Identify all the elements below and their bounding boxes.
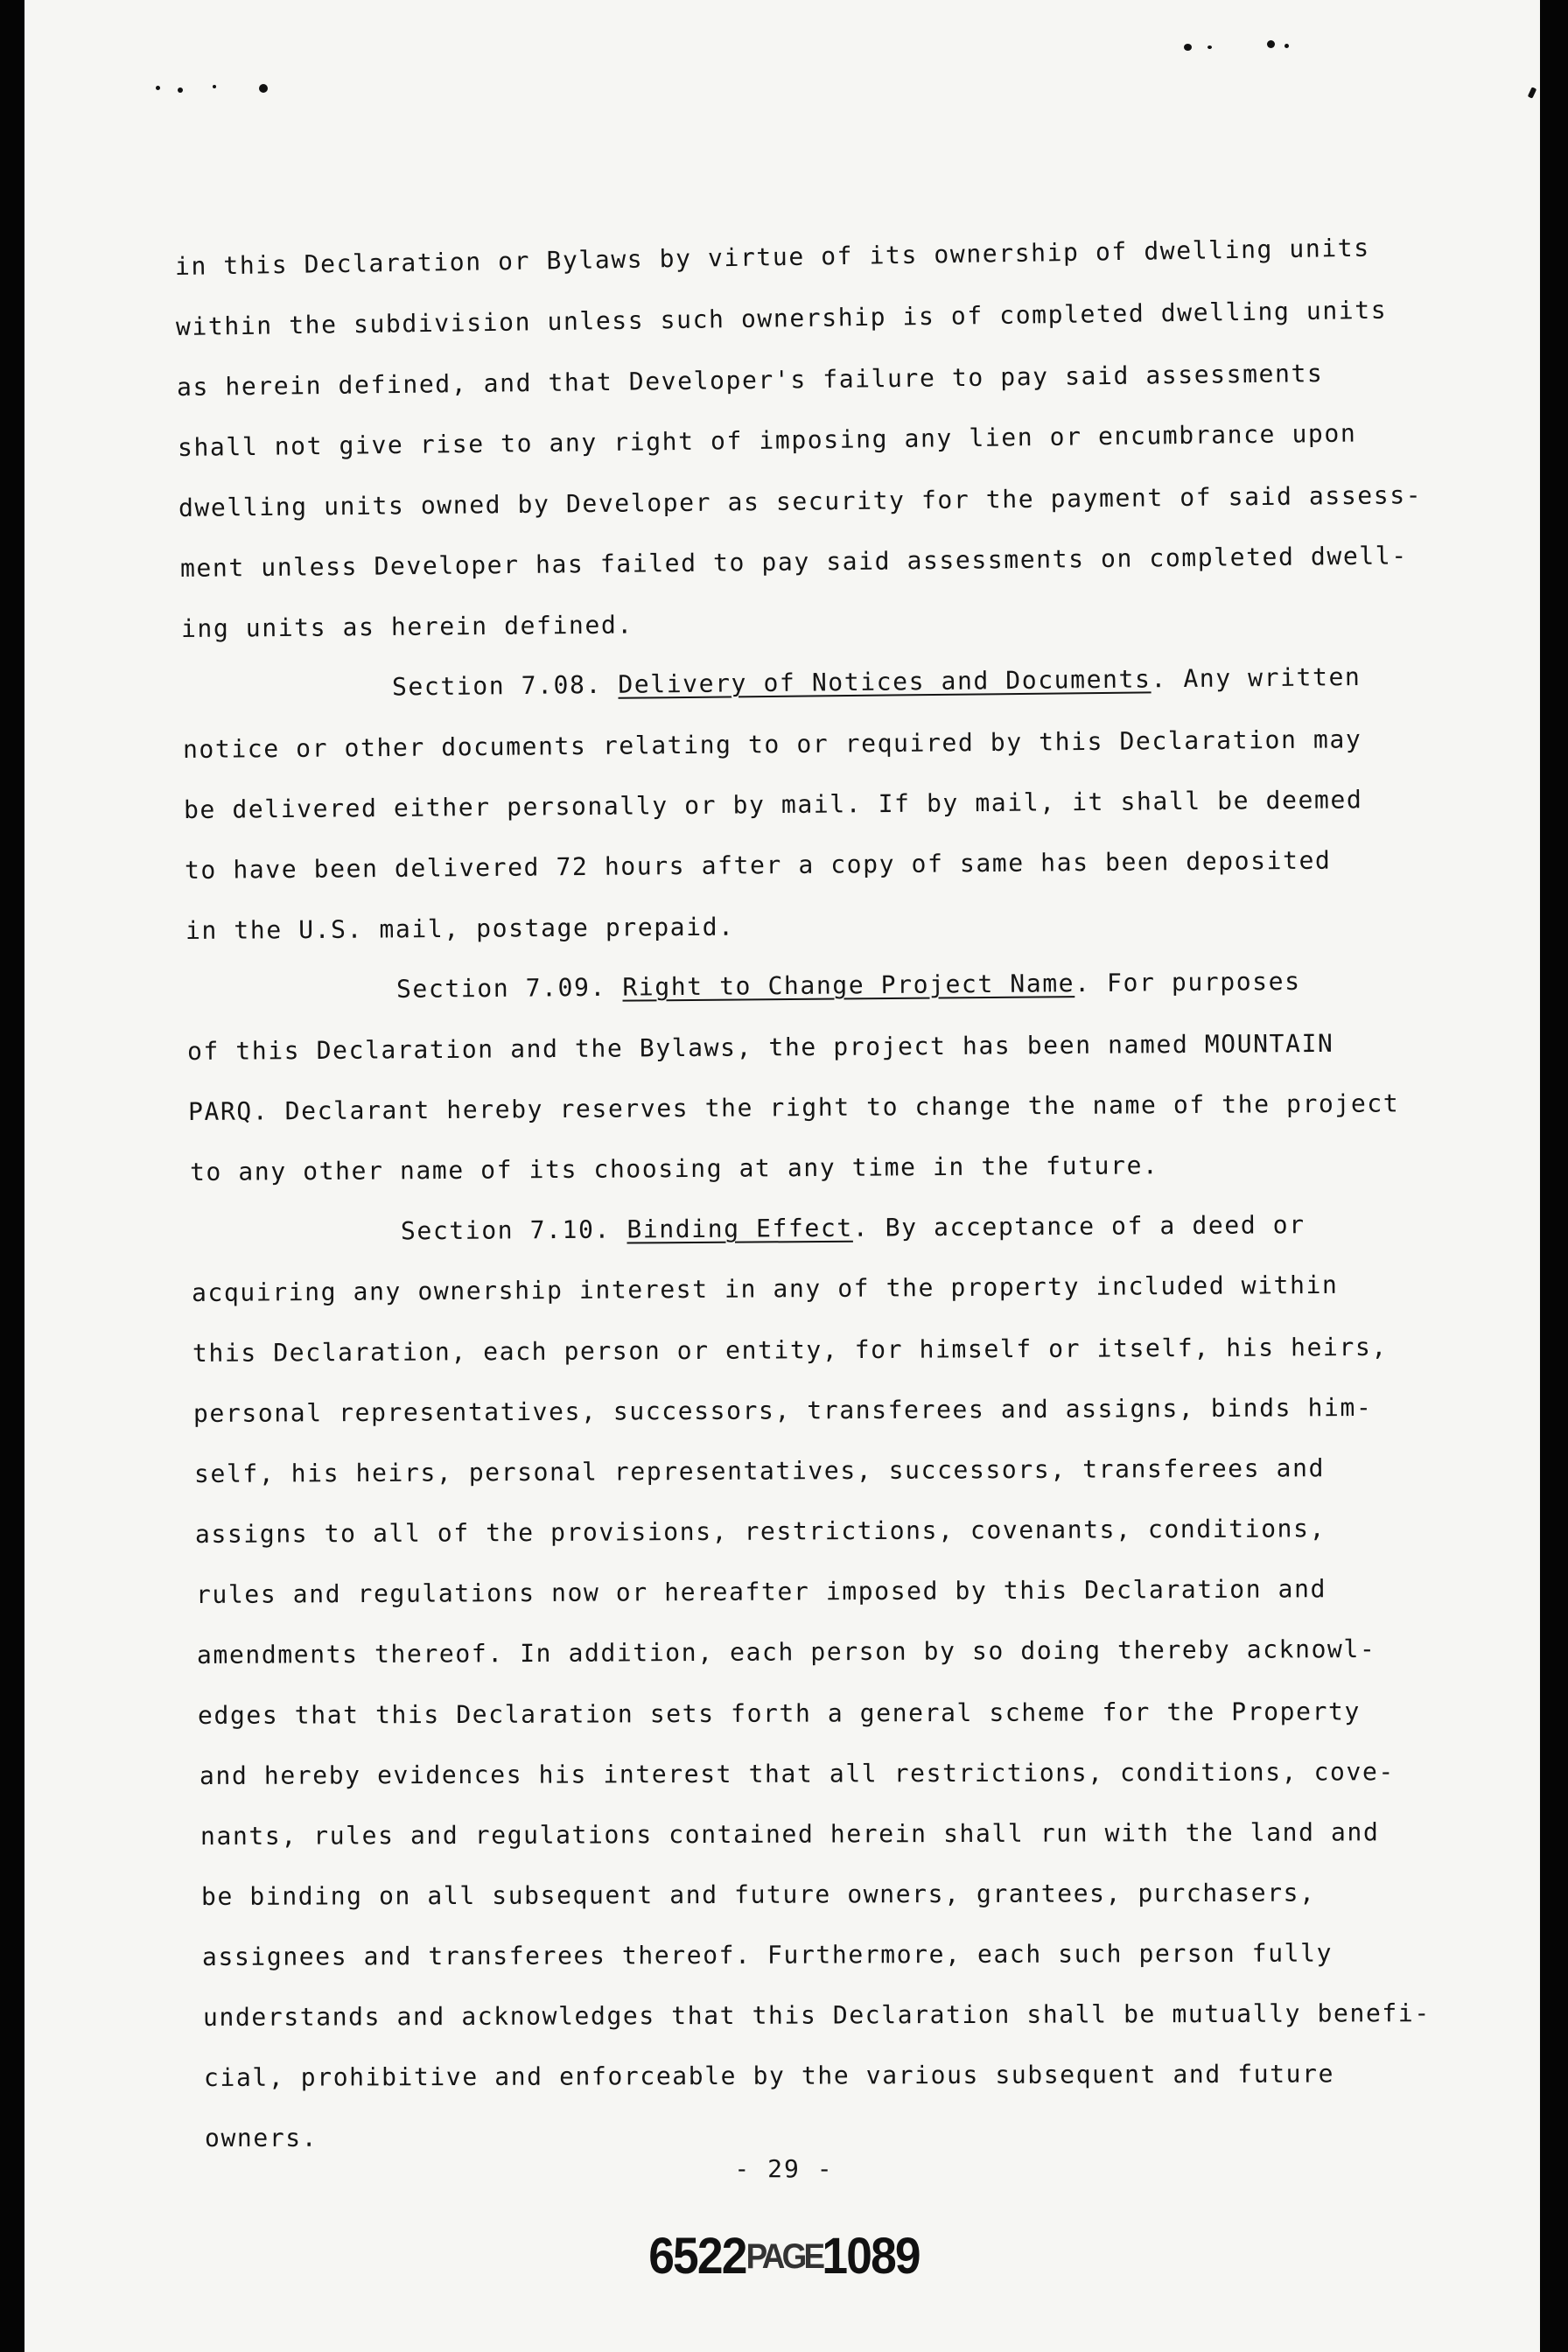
document-body [174, 233, 1431, 2168]
section-number: Section 7.10. [400, 1214, 627, 1246]
section-heading-line [182, 646, 1408, 719]
section-number: Section 7.09. [396, 972, 623, 1004]
body-text-line: this Declaration, each person or entity, for himself or itself, his heirs, [192, 1332, 1388, 1368]
body-text-line: within the subdivision unless such ownership is of completed dwelling units [175, 295, 1388, 341]
body-text-line: owners. [204, 2123, 318, 2152]
body-text-line: ing units as herein defined. [180, 610, 634, 643]
body-text-line: as herein defined, and that Developer's failure to pay said assessments [176, 358, 1324, 402]
section-title: Delivery of Notices and Documents [618, 664, 1152, 699]
body-text-line: self, his heirs, personal representatives, successors, transferees and [193, 1453, 1326, 1488]
scan-speck [178, 88, 183, 93]
section-heading-line [186, 950, 1412, 1021]
body-text-line: understands and acknowledges that this Declaration shall be mutually benefi- [202, 1998, 1431, 2032]
body-text-line: ment unless Developer has failed to pay said assessments on completed dwell- [179, 541, 1408, 583]
body-text-line: amendments thereof. In addition, each person by so doing thereby acknowl- [196, 1634, 1376, 1670]
body-text-line: PARQ. Declarant hereby reserves the right to change the name of the project [187, 1088, 1400, 1126]
section-number: Section 7.08. [391, 669, 619, 702]
stamp-page-label: PAGE [746, 2237, 822, 2276]
body-text-line: in the U.S. mail, postage prepaid. [185, 912, 735, 945]
section-text: . For purposes [1074, 966, 1301, 998]
scan-left-edge [0, 0, 24, 2352]
section-title: Right to Change Project Name [622, 969, 1075, 1002]
body-text-line: cial, prohibitive and enforceable by the various subsequent and future [203, 2059, 1335, 2092]
stamp-page-number: 1089 [822, 2228, 920, 2285]
page-number: - 29 - [734, 2154, 834, 2183]
body-text-line: to have been delivered 72 hours after a copy of same has been deposited [184, 845, 1332, 885]
scan-speck [1528, 87, 1537, 98]
scan-speck [1267, 40, 1275, 48]
body-text-line: assignees and transferees thereof. Furthermore, each such person fully [201, 1938, 1334, 1971]
section-heading-line [191, 1194, 1416, 1263]
body-text-line: personal representatives, successors, transferees and assigns, binds him- [192, 1392, 1373, 1428]
section-text: . Any written [1151, 662, 1362, 694]
scan-right-edge [1540, 0, 1568, 2352]
body-text-line: of this Declaration and the Bylaws, the project has been named MOUNTAIN [186, 1028, 1334, 1066]
scan-speck [156, 86, 160, 90]
body-text-line: assigns to all of the provisions, restrictions, covenants, conditions, [194, 1514, 1326, 1549]
scan-speck [1284, 44, 1289, 48]
body-text-line: rules and regulations now or hereafter imposed by this Declaration and [195, 1574, 1327, 1609]
body-text-line: edges that this Declaration sets forth a general scheme for the Property [197, 1697, 1361, 1730]
scan-speck [213, 85, 216, 88]
recording-stamp [63, 2227, 1506, 2286]
body-text-line: shall not give rise to any right of imposing any lien or encumbrance upon [177, 418, 1357, 462]
body-text-line: in this Declaration or Bylaws by virtue of its ownership of dwelling units [174, 233, 1370, 281]
body-text-line: notice or other documents relating to or required by this Declaration may [182, 724, 1362, 764]
section-text: . By acceptance of a deed or [852, 1210, 1306, 1242]
body-text-line: be delivered either personally or by mail. If by mail, it shall be deemed [183, 785, 1363, 824]
body-text-line: and hereby evidences his interest that all restrictions, conditions, cove- [199, 1757, 1395, 1790]
stamp-book-number: 6522 [648, 2228, 746, 2285]
section-title: Binding Effect [626, 1213, 853, 1244]
body-text-line: be binding on all subsequent and future owners, grantees, purchasers, [200, 1878, 1316, 1911]
scan-speck [1184, 44, 1192, 51]
scan-speck [259, 84, 268, 93]
body-text-line: acquiring any ownership interest in any of the property included within [191, 1270, 1339, 1307]
body-text-line: dwelling units owned by Developer as security for the payment of said assess- [178, 480, 1423, 522]
body-text-line: nants, rules and regulations contained herein shall run with the land and [200, 1817, 1380, 1851]
scan-speck [1208, 46, 1212, 49]
body-text-line: to any other name of its choosing at any time in the future. [189, 1151, 1159, 1186]
